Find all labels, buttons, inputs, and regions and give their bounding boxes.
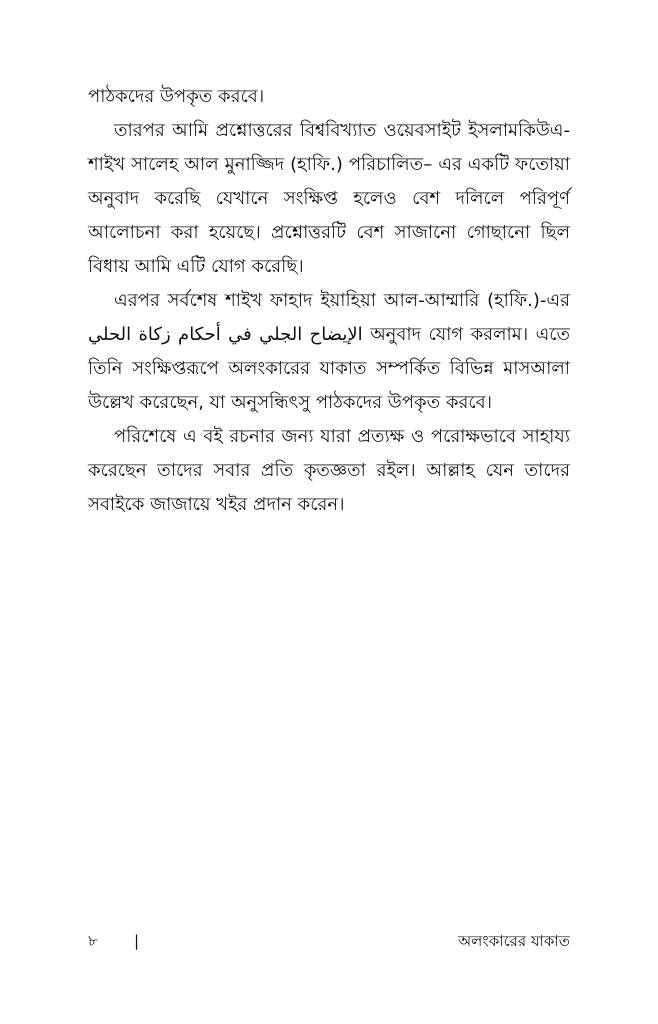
- arabic-book-title: الإيضاح الجلي في أحكام زكاة الحلي: [88, 324, 363, 345]
- paragraph-ammari-rest: অনুবাদ যোগ করলাম। এতে তিনি সংক্ষিপ্তরূপে অলংকারের যাকাত সম্পর্কিত বিভিন্ন মাসআলা উল্লেখ করেছেন, যা অনুসন্ধিৎসু পাঠকদের উপকৃত করবে।: [88, 324, 571, 413]
- paragraph-ammari-intro: এরপর সর্বশেষ শাইখ ফাহাদ ইয়াহিয়া আল-আম্মারি (হাফি.)-এর: [114, 290, 570, 311]
- page-footer: [88, 926, 570, 956]
- paragraph-continuation: পাঠকদের উপকৃত করবে।: [88, 86, 265, 107]
- paragraph-islamqa: তারপর আমি প্রশ্নোত্তরের বিশ্ববিখ্যাত ওয়েবসাইট ইসলামকিউএ-শাইখ সালেহ আল মুনাজ্জিদ (হাফি.) পরিচালিত– এর একটি ফতোয়া অনুবাদ করেছি যেখানে সংক্ষিপ্ত হলেও বেশ দলিলে পরিপূর্ণ আলোচনা করা হয়েছে। প্রশ্নোত্তরটি বেশ সাজানো গোছানো ছিল বিধায় আমি এটি যোগ করেছি।: [88, 120, 570, 277]
- footer-separator: |: [134, 932, 140, 950]
- paragraph-ammari: [88, 284, 570, 420]
- page-number: ৮: [88, 932, 98, 950]
- page-body: [88, 80, 570, 522]
- paragraph-acknowledgement: পরিশেষে এ বই রচনার জন্য যারা প্রত্যক্ষ ও পরোক্ষভাবে সাহায্য করেছেন তাদের সবার প্রতি কৃতজ্ঞতা রইল। আল্লাহ যেন তাদের সবাইকে জাজায়ে খইর প্রদান করেন।: [88, 426, 570, 515]
- running-title: অলংকারের যাকাত: [458, 932, 570, 950]
